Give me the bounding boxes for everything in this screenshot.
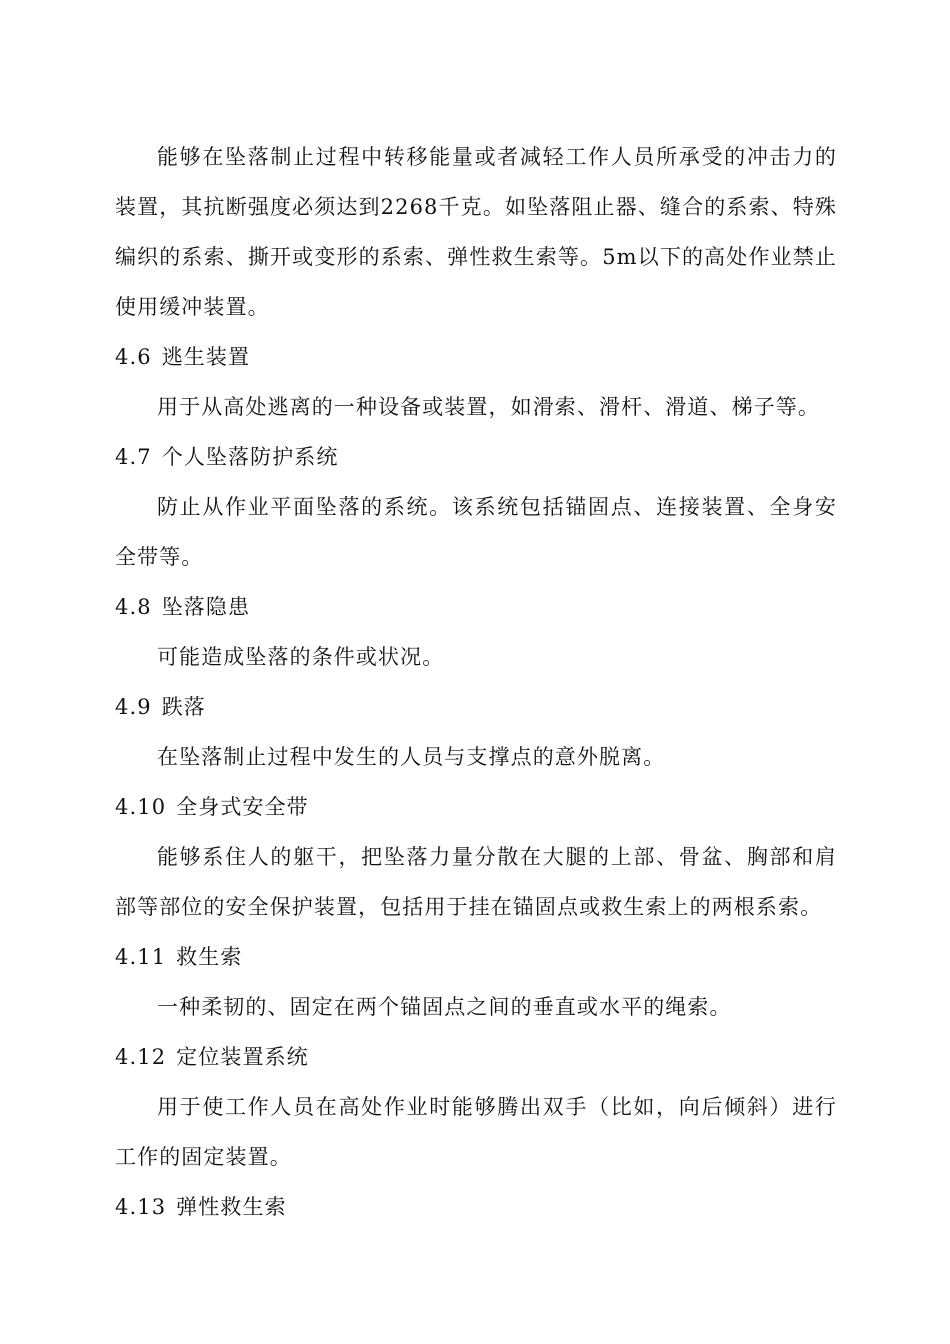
- section-number: 4.12: [115, 1045, 167, 1069]
- paragraph: 防止从作业平面坠落的系统。该系统包括锚固点、连接装置、全身安全带等。: [115, 495, 837, 569]
- section-title: 个人坠落防护系统: [161, 445, 339, 469]
- section-number: 4.7: [115, 445, 152, 469]
- section-title: 救生索: [176, 945, 243, 969]
- section-title: 逃生装置: [161, 345, 251, 369]
- section-title: 弹性救生索: [176, 1195, 287, 1219]
- section-heading: [115, 432, 837, 482]
- paragraph: 一种柔韧的、固定在两个锚固点之间的垂直或水平的绳索。: [157, 995, 732, 1019]
- section-heading: [115, 782, 837, 832]
- paragraph: 在坠落制止过程中发生的人员与支撑点的意外脱离。: [157, 745, 666, 769]
- paragraph: 能够系住人的躯干，把坠落力量分散在大腿的上部、骨盆、胸部和肩部等部位的安全保护装置，包括用于挂在锚固点或救生索上的两根系索。: [115, 845, 837, 919]
- section-heading: [115, 932, 837, 982]
- section-number: 4.13: [115, 1195, 167, 1219]
- section-title: 定位装置系统: [176, 1045, 309, 1069]
- section-number: 4.11: [115, 945, 167, 969]
- section-title: 跌落: [161, 695, 206, 719]
- section-number: 4.9: [115, 695, 152, 719]
- paragraph: 能够在坠落制止过程中转移能量或者减轻工作人员所承受的冲击力的装置，其抗断强度必须达到2268千克。如坠落阻止器、缝合的系索、特殊编织的系索、撕开或变形的系索、弹性救生索等。5m以下的高处作业禁止使用缓冲装置。: [115, 145, 837, 319]
- section-heading: [115, 1182, 837, 1232]
- section-heading: [115, 682, 837, 732]
- section-number: 4.6: [115, 345, 152, 369]
- document-page: [115, 132, 837, 1232]
- section-heading: [115, 1032, 837, 1082]
- section-title: 坠落隐患: [161, 595, 251, 619]
- section-number: 4.8: [115, 595, 152, 619]
- paragraph: 用于从高处逃离的一种设备或装置，如滑索、滑杆、滑道、梯子等。: [157, 395, 820, 419]
- paragraph: 可能造成坠落的条件或状况。: [157, 645, 445, 669]
- section-heading: [115, 332, 837, 382]
- section-heading: [115, 582, 837, 632]
- paragraph: 用于使工作人员在高处作业时能够腾出双手（比如，向后倾斜）进行工作的固定装置。: [115, 1095, 837, 1169]
- section-number: 4.10: [115, 795, 167, 819]
- section-title: 全身式安全带: [176, 795, 309, 819]
